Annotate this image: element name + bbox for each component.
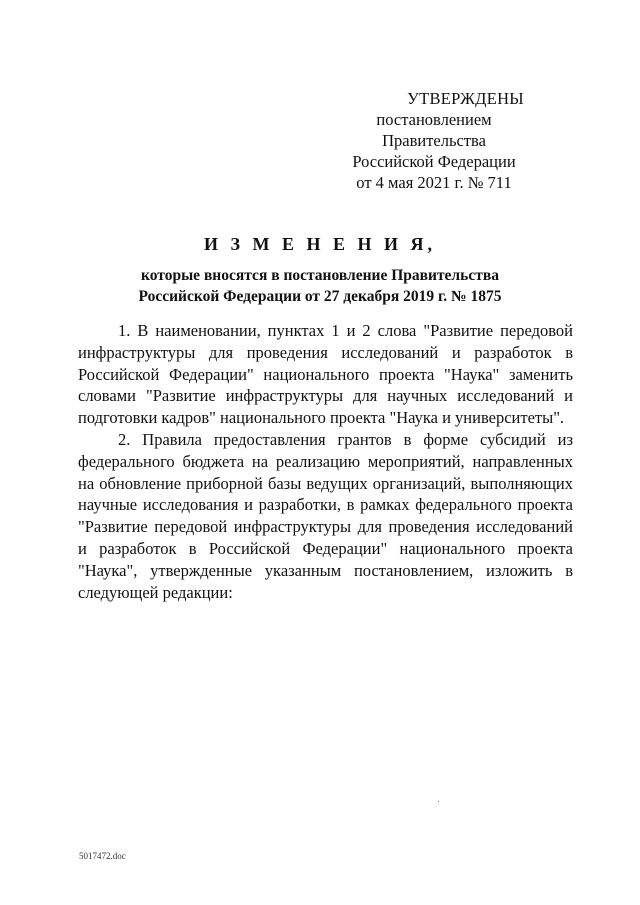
heading-subtitle-2: Российской Федерации от 27 декабря 2019 г. № 1875 (138, 288, 502, 305)
paragraph-1: 1. В наименовании, пунктах 1 и 2 слова "Развитие передовой инфраструктуры для проведения исследований и разработок в Российской Федерации" национального проекта "Наука" заменить словами "Развитие инфраструктуры для научных исследований и подготовки кадров" национального проекта "Наука и университеты". (78, 321, 573, 428)
paragraph-2: 2. Правила предоставления грантов в форме субсидий из федерального бюджета на реализацию мероприятий, направленных на обновление приборной базы ведущих организаций, выполняющих научные исследования и разработки, в рамках федерального проекта "Развитие передовой инфраструктуры для проведения исследований и разработок в Российской Федерации" национального проекта "Наука", утвержденные указанным постановлением, изложить в следующей редакции: (78, 429, 573, 602)
approval-dateline: от 4 мая 2021 г. № 711 (356, 173, 512, 192)
approval-block (324, 88, 544, 193)
document-heading (0, 234, 640, 307)
approval-title: УТВЕРЖДЕНЫ (407, 89, 524, 108)
heading-subtitle-1: которые вносятся в постановление Правительства (141, 267, 499, 284)
approval-line-2: Российской Федерации (352, 152, 516, 171)
file-reference: 5017472.doc (79, 851, 126, 861)
document-body (78, 320, 573, 603)
scan-speck (438, 801, 439, 802)
approval-line-1: постановлением Правительства (376, 110, 492, 150)
heading-title: И З М Е Н Е Н И Я, (203, 234, 436, 254)
